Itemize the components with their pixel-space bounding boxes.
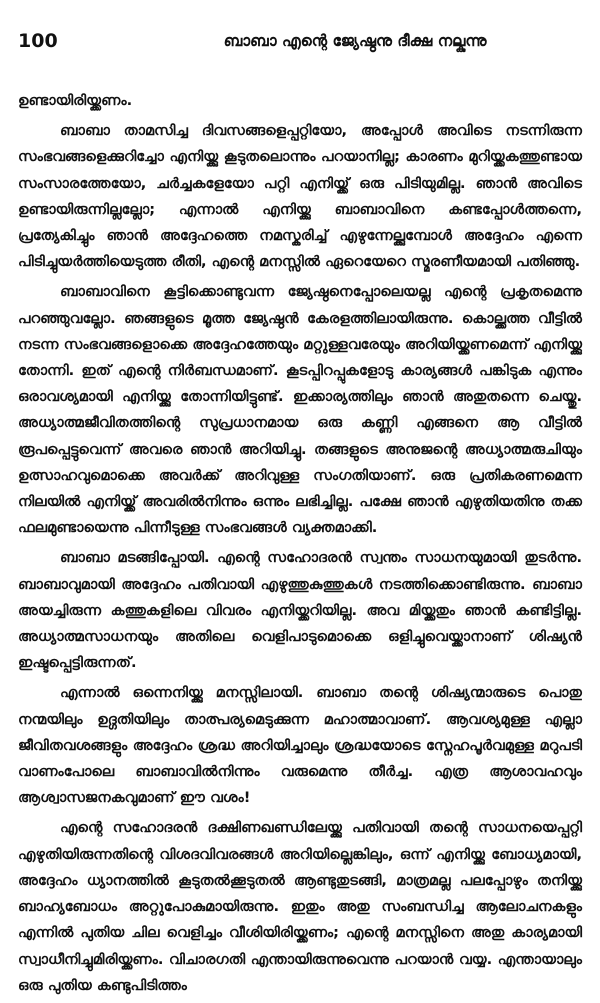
page-header bbox=[18, 30, 582, 58]
paragraph: ബാബാ മടങ്ങിപ്പോയി. എന്റെ സഹോദരൻ സ്വന്തം സാധനയുമായി തുടർന്നു. ബാബാവുമായി അദ്ദേഹം പതിവായി എഴുത്തുകുത്തുകൾ നടത്തിക്കൊണ്ടിരുന്നു. ബാബാ അയച്ചിരുന്ന കത്തുകളിലെ വിവരം എനിയ്ക്കറിയില്ല. അവ മിയ്ക്കതും ഞാൻ കണ്ടിട്ടില്ല. അധ്യാത്മസാധനയും അതിലെ വെളിപാടുമൊക്കെ ഒളിച്ചുവെയ്ക്കാനാണ് ശിഷ്യൻ ഇഷ്ടപ്പെട്ടിരുന്നത്. bbox=[18, 549, 582, 672]
page-body bbox=[18, 88, 582, 1003]
page-number: 100 bbox=[18, 30, 58, 52]
paragraph: എന്റെ സഹോദരൻ ദക്ഷിണഖണ്ഡിലേയ്ക്കു പതിവായി തന്റെ സാധനയെപ്പറ്റി എഴുതിയിരുന്നതിന്റെ വിശദവിവരങ്ങൾ അറിയില്ലെങ്കിലും, ഒന്ന് എനിയ്ക്കു ബോധ്യമായി, അദ്ദേഹം ധ്യാനത്തിൽ കൂടുതൽക്കൂടുതൽ ആണ്ടുതുടങ്ങി, മാത്രമല്ല പലപ്പോഴും തനിയ്ക്കു ബാഹ്യബോധം അറ്റുപോകുമായിരുന്നു. ഇതും അതു സംബന്ധിച്ച ആലോചനകളും എന്നിൽ പുതിയ ചില വെളിച്ചം വീശിയിരിയ്ക്കണം; എന്റെ മനസ്സിനെ അതു കാര്യമായി സ്വാധീനിച്ചുമിരിയ്ക്കണം. വിചാരഗതി എന്തായിരുന്നുവെന്നു പറയാൻ വയ്യ. എന്തായാലും ഒരു പുതിയ കണ്ടുപിടിത്തം bbox=[18, 819, 582, 994]
paragraph: എന്നാൽ ഒന്നെനിയ്ക്കു മനസ്സിലായി. ബാബാ തന്റെ ശിഷ്യന്മാരുടെ പൊതു നന്മയിലും ഉദ്ഗതിയിലും താത്പര്യമെടുക്കുന്ന മഹാത്മാവാണ്. ആവശ്യമുള്ള എല്ലാ ജീവിതവശങ്ങളും അദ്ദേഹം ശ്രദ്ധ അറിയിച്ചാലും ശ്രദ്ധയോടെ സ്നേഹപൂർവമുള്ള മറുപടി വാണംപോലെ ബാബാവിൽനിന്നും വരുമെന്നു തീർച്ച. എത്ര ആശാവഹവും ആശ്വാസജനകവുമാണ് ഈ വശം! bbox=[18, 684, 582, 807]
paragraph: ഉണ്ടായിരിയ്ക്കണം. bbox=[18, 92, 133, 109]
paragraph: ബാബാ താമസിച്ച ദിവസങ്ങളെപ്പറ്റിയോ, അപ്പോൾ അവിടെ നടന്നിരുന്ന സംഭവങ്ങളെക്കുറിച്ചോ എനിയ്ക്കു കൂടുതലൊന്നും പറയാനില്ല; കാരണം മുറിയ്ക്കകത്തുണ്ടായ സംസാരത്തേയോ, ചർച്ചകളേയോ പറ്റി എനിയ്ക്ക് ഒരു പിടിയുമില്ല. ഞാൻ അവിടെ ഉണ്ടായിരുന്നില്ലല്ലോ; എന്നാൽ എനിയ്ക്കു ബാബാവിനെ കണ്ടപ്പോൾത്തന്നെ, പ്രത്യേകിച്ചും ഞാൻ അദ്ദേഹത്തെ നമസ്കരിച്ച് എഴുന്നേല്ക്കുമ്പോൾ അദ്ദേഹം എന്നെ പിടിച്ചുയർത്തിയെടുത്ത രീതി, എന്റെ മനസ്സിൽ ഏറെയേറെ സ്മരണീയമായി പതിഞ്ഞു. bbox=[18, 122, 582, 271]
running-title: ബാബാ എന്റെ ജ്യേഷ്ഠനു ദീക്ഷ നല്കുന്നു bbox=[223, 32, 487, 50]
paragraph: ബാബാവിനെ കൂട്ടിക്കൊണ്ടുവന്ന ജ്യേഷ്ഠനെപ്പോലെയല്ല എന്റെ പ്രകൃതമെന്നു പറഞ്ഞുവല്ലോ. ഞങ്ങളുടെ മൂത്ത ജ്യേഷ്ഠൻ കേരളത്തിലായിരുന്നു. കൊല്ക്കത്ത വീട്ടിൽ നടന്ന സംഭവങ്ങളൊക്കെ അദ്ദേഹത്തേയും മറ്റുള്ളവരേയും അറിയിയ്ക്കണമെന്ന് എനിയ്ക്കു തോന്നി. ഇത് എന്റെ നിർബന്ധമാണ്. കൂടപ്പിറപ്പുകളോടു കാര്യങ്ങൾ പങ്കിടുക എന്നും ഒരാവശ്യമായി എനിയ്ക്കു തോന്നിയിട്ടുണ്ട്. ഇക്കാര്യത്തിലും ഞാൻ അതുതന്നെ ചെയ്തു. അധ്യാത്മജീവിതത്തിന്റെ സുപ്രധാനമായ ഒരു കണ്ണി എങ്ങനെ ആ വീട്ടിൽ രൂപപ്പെട്ടുവെന്ന് അവരെ ഞാൻ അറിയിച്ചു. തങ്ങളുടെ അനുജന്റെ അധ്യാത്മരുചിയും ഉത്സാഹവുമൊക്കെ അവർക്ക് അറിവുള്ള സംഗതിയാണ്. ഒരു പ്രതികരണമെന്ന നിലയിൽ എനിയ്ക്ക് അവരിൽനിന്നും ഒന്നും ലഭിച്ചില്ല. പക്ഷേ ഞാൻ എഴുതിയതിനു തക്ക ഫലമുണ്ടായെന്നു പിന്നീടുള്ള സംഭവങ്ങൾ വ്യക്തമാക്കി. bbox=[18, 283, 582, 537]
